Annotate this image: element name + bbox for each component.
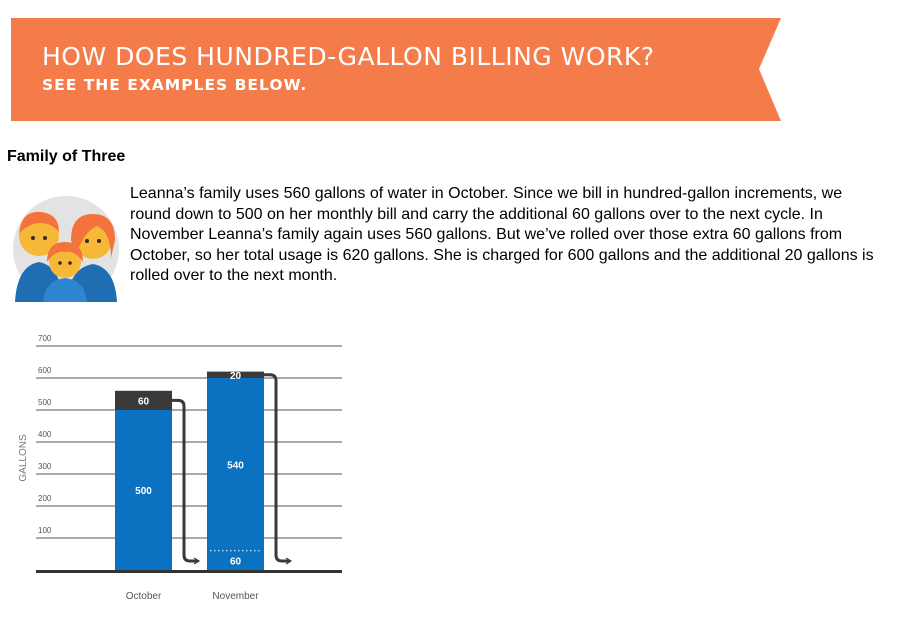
description-text: Leanna’s family uses 560 gallons of water in October. Since we bill in hundred-gallon increments, we round down to 500 on her monthly bill and carry the additional 60 gallons over to the next cycle. In November Leanna’s family again uses 560 gallons. But we’ve rolled over those extra 60 gallons from October, so her total usage is 620 gallons. She is charged for 600 gallons and the additional 20 gallons is rolled over to the next month. (130, 185, 874, 284)
y-tick-label: 600 (38, 366, 52, 375)
banner (11, 18, 781, 121)
y-tick-label: 500 (38, 398, 52, 407)
section-heading: Family of Three (7, 148, 126, 165)
banner-subtitle: SEE THE EXAMPLES BELOW. (42, 76, 308, 94)
x-tick-label: November (212, 591, 259, 602)
y-tick-label: 200 (38, 494, 52, 503)
y-tick-label: 100 (38, 526, 52, 535)
billed-label: 500 (135, 486, 152, 497)
y-tick-label: 300 (38, 462, 52, 471)
banner-title: HOW DOES HUNDRED-GALLON BILLING WORK? (42, 42, 655, 71)
y-tick-label: 700 (38, 334, 52, 343)
billed-label: 540 (227, 460, 244, 472)
carried-label: 60 (229, 556, 242, 568)
bar-november (207, 378, 264, 570)
rollover-arrow (264, 375, 290, 561)
rollover-arrow (172, 400, 198, 561)
family-avatar-icon (13, 196, 119, 302)
y-tick-label: 400 (38, 430, 52, 439)
x-tick-label: October (125, 591, 162, 602)
rollover-label: 20 (229, 370, 242, 382)
rollover-label: 60 (137, 396, 150, 408)
y-axis-label: GALLONS (18, 434, 29, 482)
usage-bar-chart (0, 325, 370, 610)
